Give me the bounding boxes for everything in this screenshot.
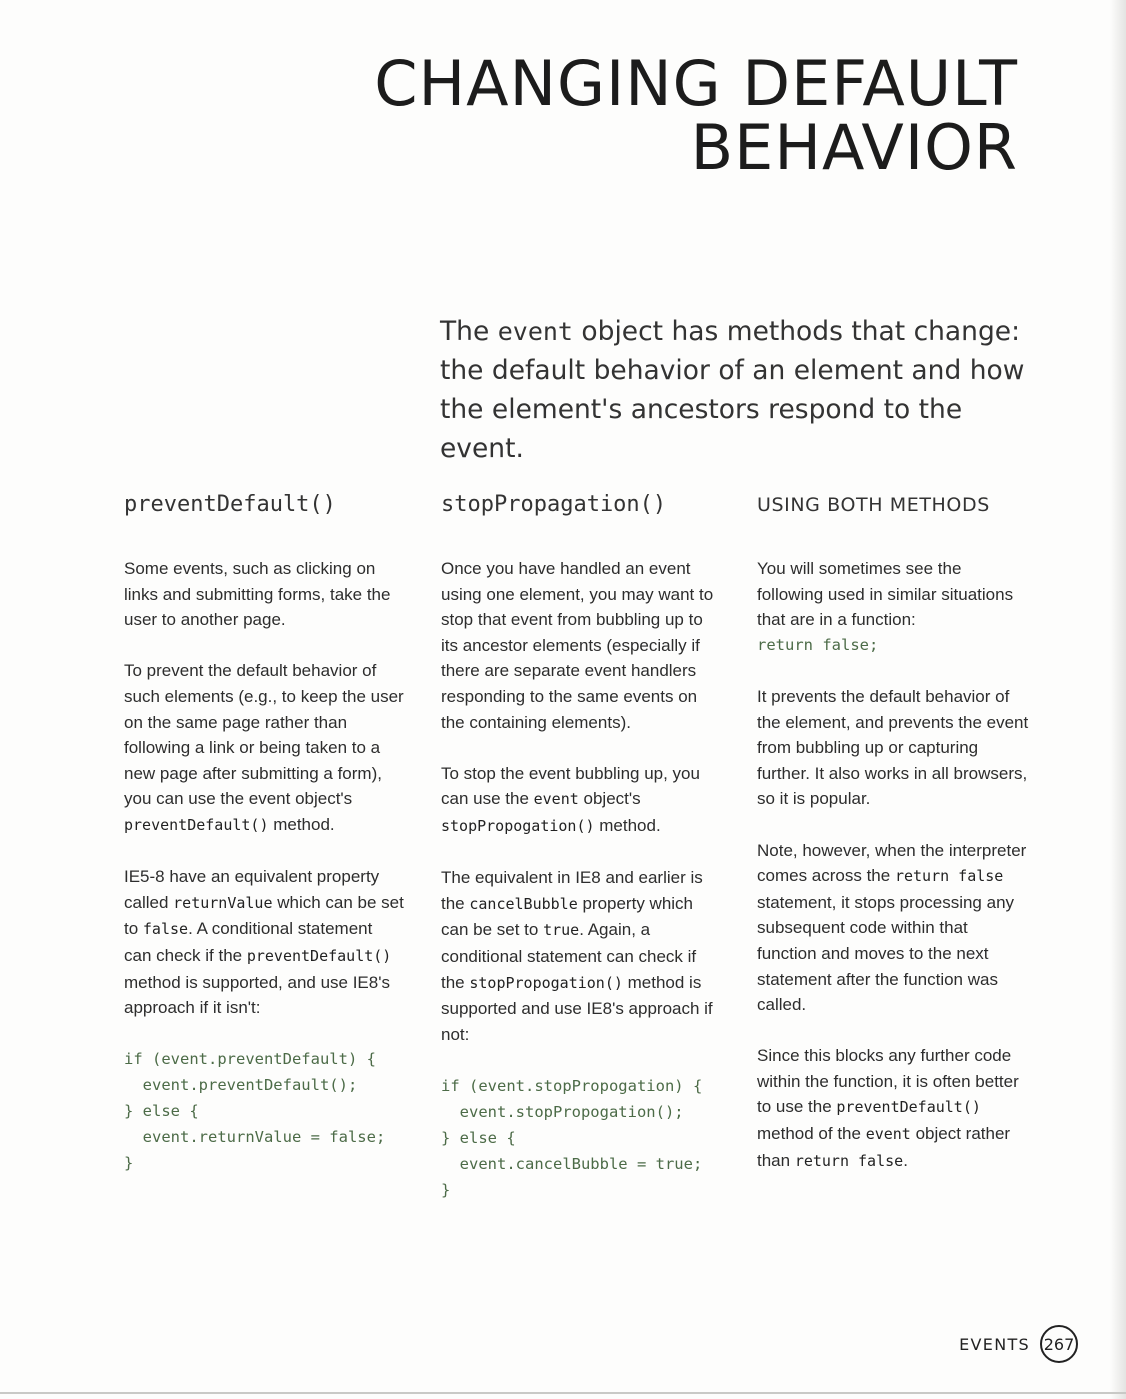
col1-p3-code1: returnValue: [173, 893, 273, 912]
page-edge: [1110, 0, 1126, 1399]
col1-paragraph-1: Some events, such as clicking on links and submitting forms, take the user to another page.: [124, 559, 391, 630]
heading-prevent-default: preventDefault(): [124, 492, 336, 517]
title-line-1: CHANGING DEFAULT: [374, 47, 1018, 120]
column-stop-propagation: [441, 490, 721, 1203]
col3-p4-c: object rather than: [757, 1124, 1011, 1170]
col2-p2-b: object's: [578, 789, 641, 809]
col3-p1-text: You will sometimes see the following used in similar situations that are in a function:: [757, 559, 1014, 630]
code-line: } else {: [124, 1102, 199, 1121]
column-using-both: [757, 490, 1032, 1200]
col3-p4-a: Since this blocks any further code within the function, it is often better to use the: [757, 1046, 1019, 1117]
col2-paragraph-3: [441, 865, 721, 1047]
col1-paragraph-3: [124, 864, 404, 1021]
page-footer: [959, 1325, 1078, 1363]
col3-paragraph-4: [757, 1043, 1032, 1174]
col3-p3-a: Note, however, when the interpreter comes across the: [757, 840, 1027, 886]
code-line: } else {: [441, 1128, 516, 1147]
col2-p3-d: method is supported and use IE8's approach if not:: [441, 972, 713, 1044]
col1-p3-a: IE5-8 have an equivalent property called: [124, 867, 380, 912]
col3-p4-code1: preventDefault(): [836, 1098, 981, 1117]
chapter-label: EVENTS: [959, 1334, 1030, 1354]
col2-p2-code2: stopPropogation(): [441, 816, 595, 835]
col1-p3-code2: false: [142, 920, 189, 939]
heading-stop-propagation: stopPropagation(): [441, 492, 667, 517]
col3-paragraph-1: [757, 556, 1032, 658]
code-line: event.preventDefault();: [124, 1076, 358, 1095]
col3-p4-code2: event: [865, 1125, 911, 1144]
code-line: if (event.preventDefault) {: [124, 1050, 376, 1069]
col3-p1-code: return false;: [757, 635, 879, 654]
col1-p3-b: which can be set to: [124, 892, 404, 939]
col2-p2-c: method.: [594, 815, 661, 835]
col3-p4-code3: return false: [794, 1151, 904, 1170]
col2-p3-code1: cancelBubble: [469, 894, 578, 913]
col2-paragraph-1: Once you have handled an event using one element, you may want to stop that event from bubbling up to its ancestor elements (especially if there are separate event handlers responding to the same events on the containing elements).: [441, 559, 714, 732]
title-line-2: BEHAVIOR: [690, 111, 1018, 184]
col1-p2-end: method.: [268, 814, 335, 834]
col1-p2-text: To prevent the default behavior of such elements (e.g., to keep the user on the same page rather than following a link or being taken to a new page after submitting a form), you can use the event object's: [124, 661, 404, 809]
col2-p3-b: property which can be set to: [441, 893, 694, 940]
col3-paragraph-3: [757, 838, 1032, 1018]
intro-code: event: [497, 317, 573, 346]
col2-p3-code2: true: [543, 921, 580, 940]
col1-p2-code: preventDefault(): [124, 815, 269, 834]
col2-paragraph-2: [441, 761, 721, 840]
column-prevent-default: [124, 490, 404, 1176]
intro-text-a: The: [440, 316, 498, 347]
page-number: 267: [1040, 1325, 1078, 1363]
col3-p3-b: statement, it stops processing any subsequent code within that function and moves to the next statement after the function was called.: [757, 892, 1015, 1015]
intro-text-b: object has methods that change: the default behavior of an element and how the element's ancestors respond to the event.: [440, 316, 1025, 464]
col2-p2-a: To stop the event bubbling up, you can use the: [441, 763, 700, 809]
code-line: }: [124, 1154, 134, 1173]
code-line: event.stopPropogation();: [441, 1102, 684, 1121]
col1-p3-c: . A conditional statement can check if the: [124, 919, 373, 965]
bottom-rule: [0, 1392, 1126, 1394]
col2-p3-a: The equivalent in IE8 and earlier is the: [441, 868, 703, 913]
col2-p3-c: . Again, a conditional statement can check if the: [441, 920, 697, 992]
col1-paragraph-2: [124, 658, 404, 838]
col2-code-block: [441, 1073, 721, 1203]
page-title: [218, 47, 1018, 184]
col3-p4-b: method of the: [757, 1124, 866, 1144]
col3-p3-code: return false: [894, 867, 1004, 886]
code-line: if (event.stopPropogation) {: [441, 1076, 703, 1095]
code-line: event.returnValue = false;: [124, 1128, 386, 1147]
intro-paragraph: [440, 312, 1040, 468]
heading-using-both: USING BOTH METHODS: [757, 494, 990, 516]
code-line: event.cancelBubble = true;: [441, 1154, 703, 1173]
col2-p3-code3: stopPropogation(): [469, 973, 623, 992]
col2-p2-code1: event: [533, 790, 579, 809]
col1-p3-d: method is supported, and use IE8's approach if it isn't:: [124, 972, 390, 1018]
col3-p4-d: .: [903, 1150, 908, 1170]
col1-p3-code3: preventDefault(): [246, 946, 392, 965]
code-line: }: [441, 1180, 451, 1199]
col1-code-block: [124, 1046, 404, 1176]
col3-paragraph-2: It prevents the default behavior of the element, and prevents the event from bubbling up or capturing further. It also works in all browsers, so it is popular.: [757, 686, 1029, 809]
